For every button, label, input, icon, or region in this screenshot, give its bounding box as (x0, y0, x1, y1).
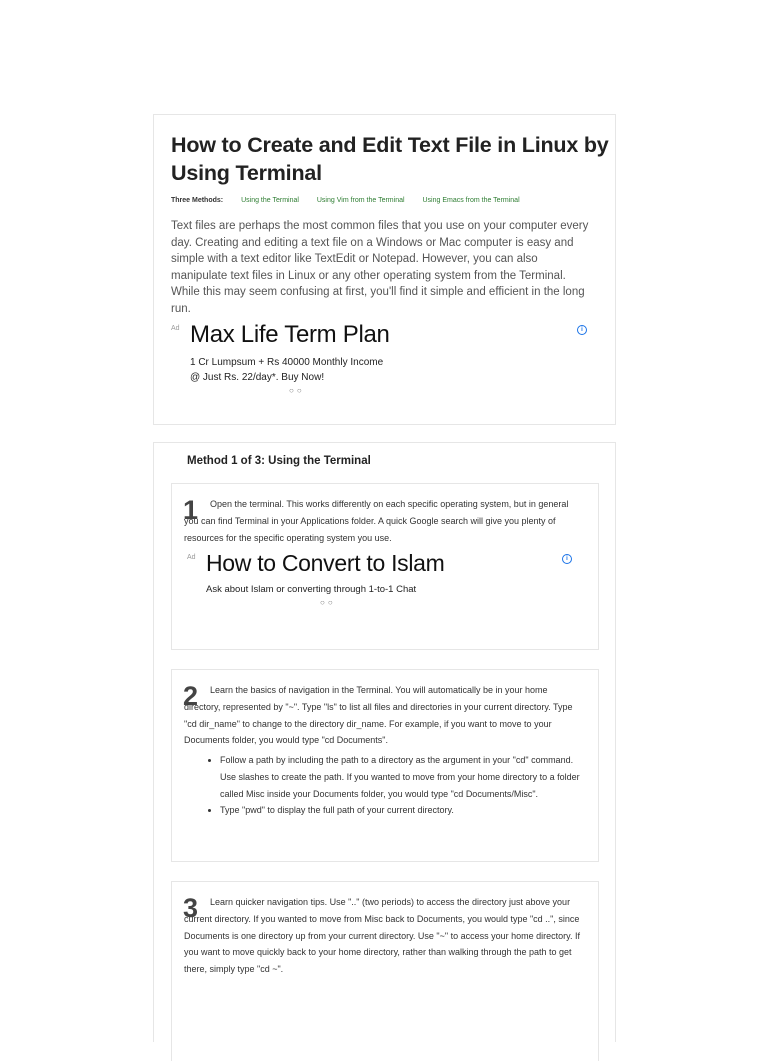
intro-paragraph: Text files are perhaps the most common files that you use on your computer every day. Creating and editing a text file on a Windows or Mac computer is easy and simple with a text editor like TextEdit or Notepad. However, you can also manipulate text files in Linux or any other operating system from the Terminal. While this may seem confusing at first, you'll find it simple and efficient in the long run. (171, 220, 589, 315)
step-card (171, 669, 599, 862)
step-number: 1 (183, 495, 199, 525)
carousel-dots[interactable]: ○○ (289, 386, 305, 395)
step-text: Learn quicker navigation tips. Use ".." (two periods) to access the directory just above your current directory. If you wanted to move from Misc back to Documents, you would type "cd ..", since Documents is one directory up from your current directory. Use "~" to access your home directory. If you want to move quickly back to your home directory, rather than walking through the path to get there, simply type "cd ~". (184, 897, 580, 975)
method-link-terminal[interactable]: Using the Terminal (241, 197, 299, 204)
methods-label: Three Methods: (171, 197, 224, 204)
step-number: 2 (183, 681, 199, 711)
ad-line-1: 1 Cr Lumpsum + Rs 40000 Monthly Income (190, 357, 384, 368)
carousel-dots[interactable]: ○○ (320, 598, 336, 607)
ad-convert-islam[interactable] (187, 550, 583, 614)
ad-tag: Ad (187, 554, 196, 561)
info-icon[interactable]: i (577, 325, 587, 335)
bullet-item: • Type "pwd" to display the full path of your current directory. (220, 802, 590, 819)
ad-line-2: @ Just Rs. 22/day*. Buy Now! (190, 372, 325, 383)
ad-line-1: Ask about Islam or converting through 1-to-1 Chat (206, 584, 417, 595)
step-card (171, 881, 599, 1061)
step-text: Learn the basics of navigation in the Terminal. You will automatically be in your home directory, represented by "~". Type "ls" to list all files and directories in your current directory. Type "cd dir_name" to change to the directory dir_name. For example, if you want to move to your Documents folder, you would type "cd Documents". (184, 685, 573, 746)
method-link-vim[interactable]: Using Vim from the Terminal (316, 197, 405, 204)
ad-headline[interactable]: Max Life Term Plan (190, 321, 390, 348)
method-heading: Method 1 of 3: Using the Terminal (187, 455, 371, 467)
method-link-emacs[interactable]: Using Emacs from the Terminal (422, 197, 520, 204)
step-text: Open the terminal. This works differently on each specific operating system, but in general you can find Terminal in your Applications folder. A quick Google search will give you plenty of resources for the specific operating system you use. (184, 499, 569, 543)
page-title: How to Create and Edit Text File in Linux by Using Terminal (171, 133, 609, 185)
step-bullets (208, 752, 590, 819)
methods-nav (171, 197, 536, 204)
bullet-item: • Follow a path by including the path to a directory as the argument in your "cd" command. Use slashes to create the path. If you wanted to move from your home directory to a folder called Misc inside your Documents folder, you would type "cd Documents/Misc". (220, 752, 590, 802)
method-card (153, 442, 616, 1042)
step-card (171, 483, 599, 650)
info-icon[interactable]: i (562, 554, 572, 564)
intro-card (153, 114, 616, 425)
step-number: 3 (183, 893, 199, 923)
ad-tag: Ad (171, 325, 180, 332)
ad-max-life[interactable] (171, 321, 591, 405)
ad-headline[interactable]: How to Convert to Islam (206, 550, 445, 576)
